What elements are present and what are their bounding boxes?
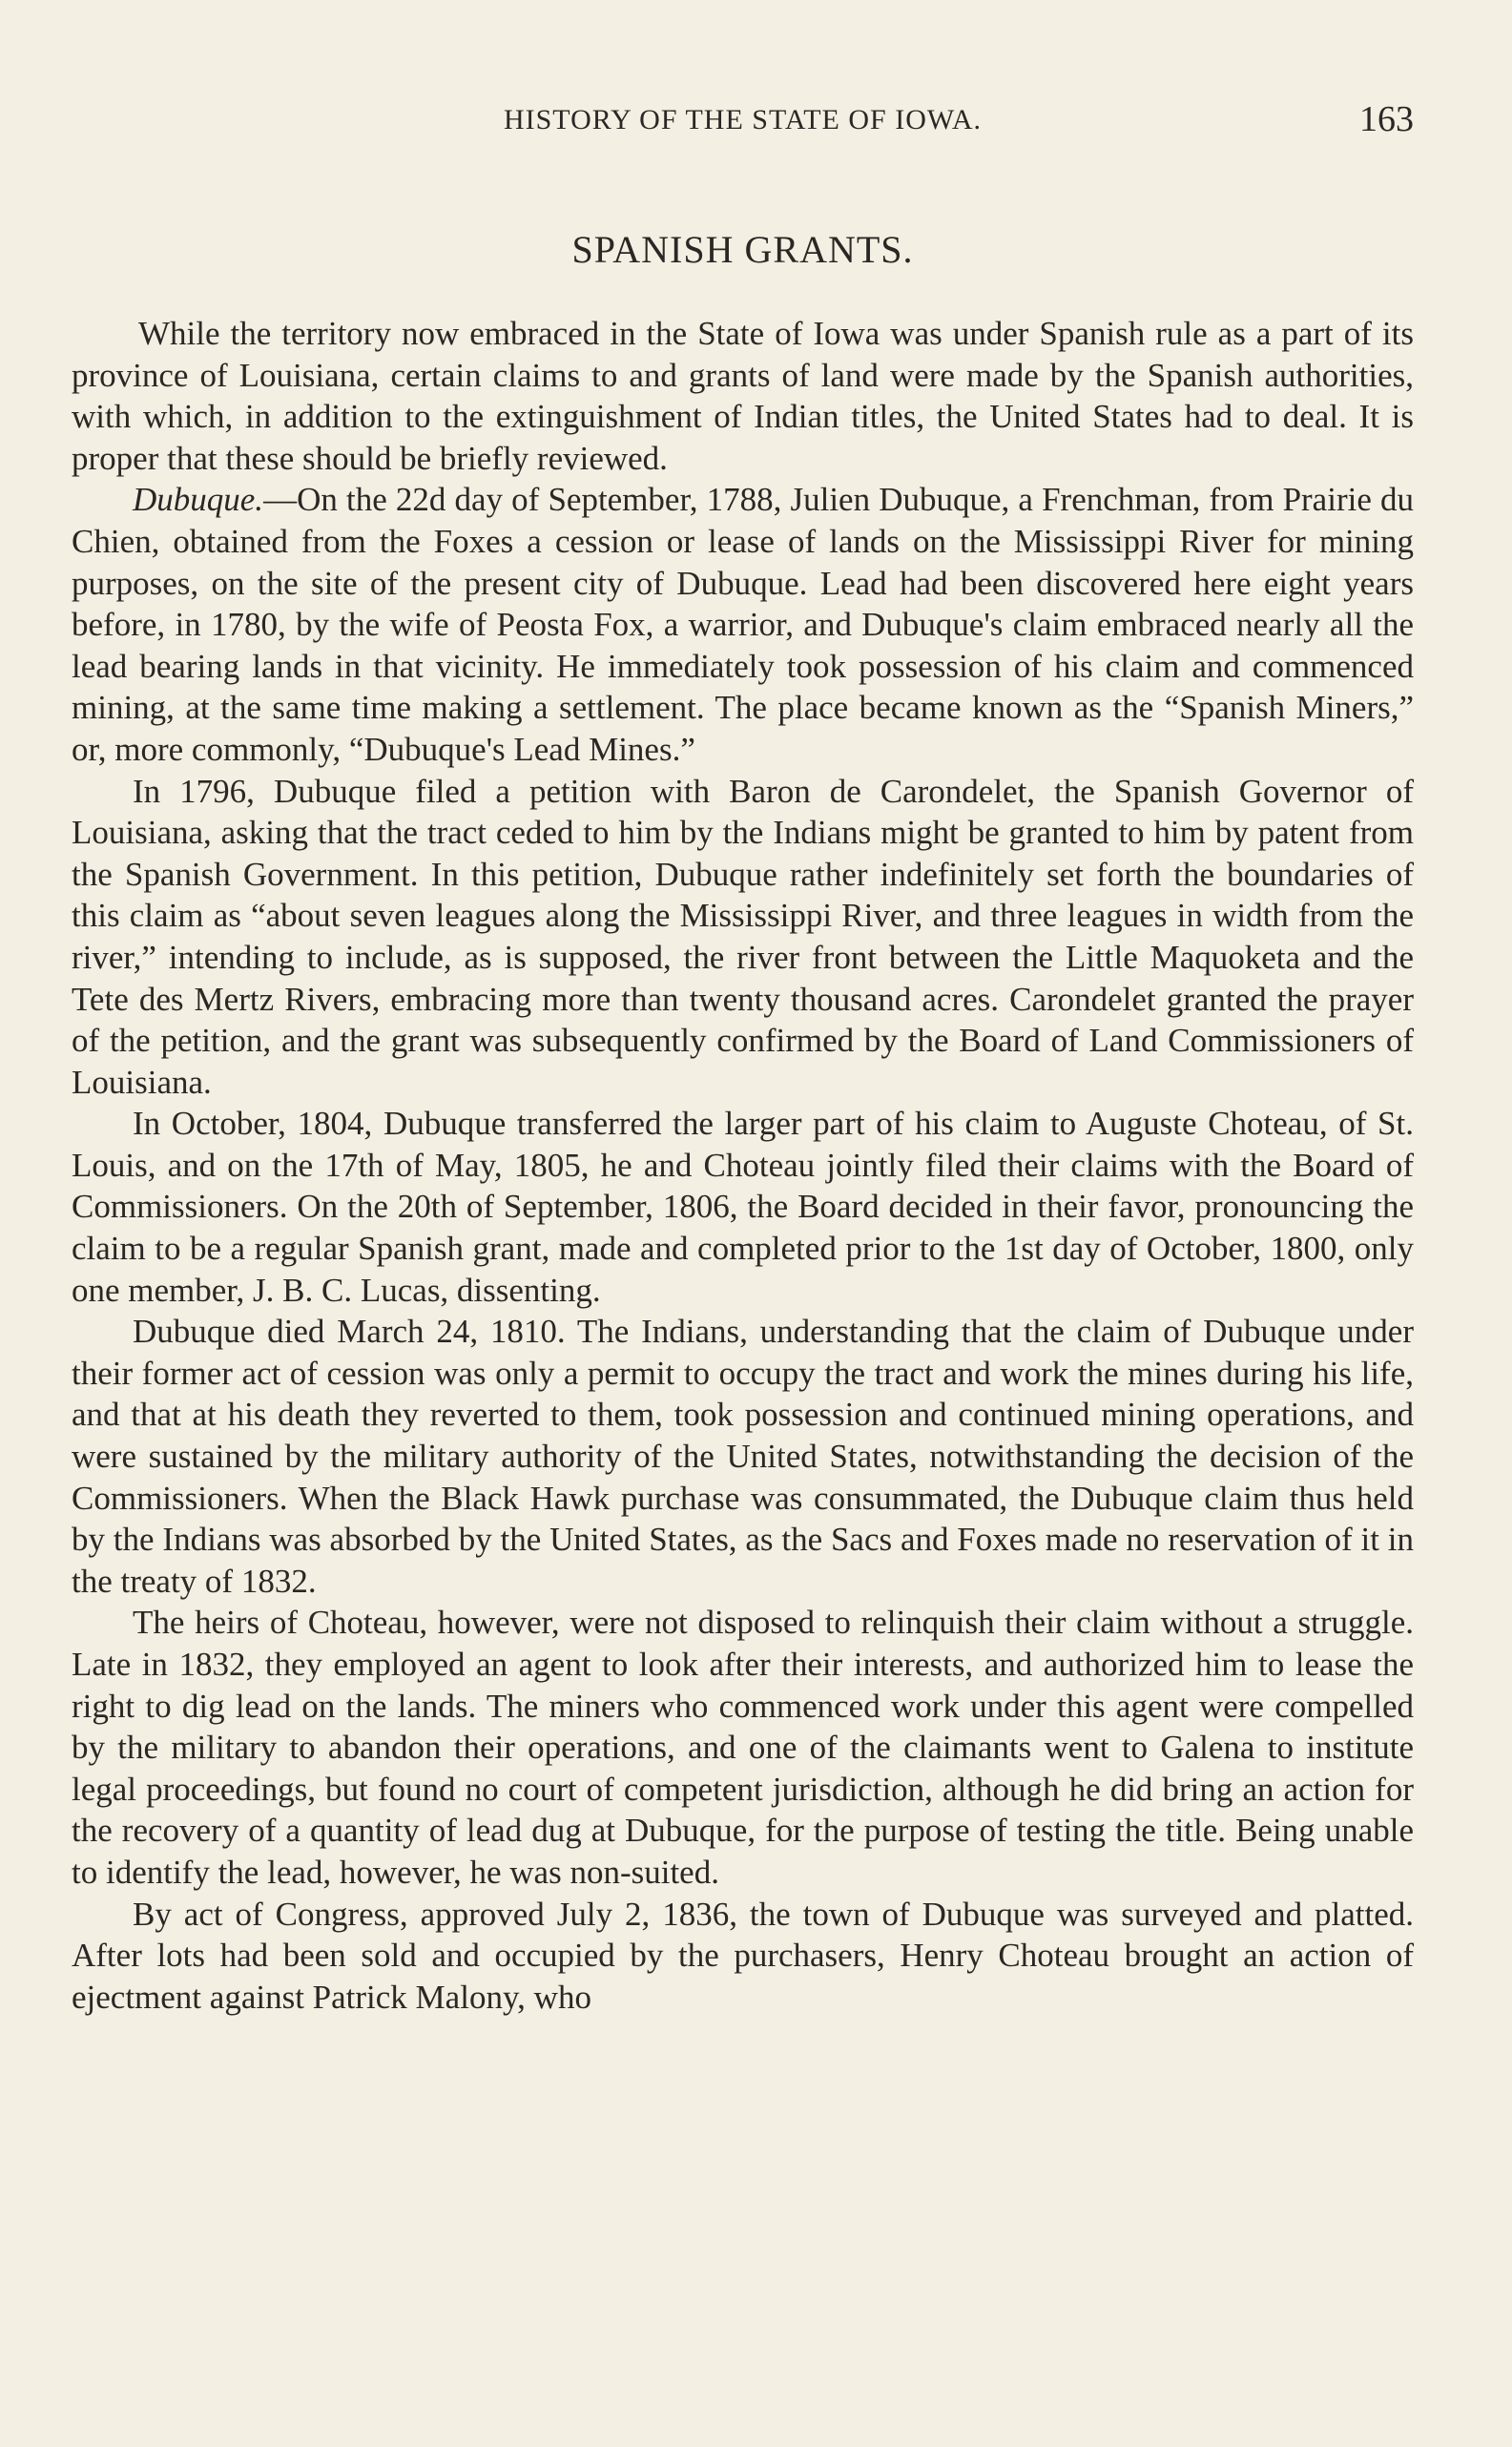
paragraph-congress [72,1894,1414,2019]
paragraph-text: In 1796, Dubuque filed a petition with Baron de Carondelet, the Spanish Governor of Louisiana, asking that the tract ceded to him by the Indians might be granted to him by patent from the Spanish Government. In this petition, Dubuque rather indefinitely set forth the boundaries of this claim as “about seven leagues along the Mississippi River, and three leagues in width from the river,” intending to include, as is supposed, the river front between the Little Maquoketa and the Tete des Mertz Rivers, embracing more than twenty thousand acres. Carondelet granted the prayer of the petition, and the grant was subsequently confirmed by the Board of Land Commissioners of Louisiana. [72,772,1414,1101]
running-head [72,98,1414,146]
paragraph-text: The heirs of Choteau, however, were not disposed to relinquish their claim without a struggle. Late in 1832, they employed an agent to look after their interests, and authorized him to lease the right to dig lead on the lands. The miners who commenced work under this agent were compelled by the military to abandon their operations, and one of the claimants went to Galena to institute legal proceedings, but found no court of competent jurisdiction, although he did bring an action for the recovery of a quantity of lead dug at Dubuque, for the purpose of testing the title. Being unable to identify the lead, however, he was non-suited. [72,1604,1414,1891]
body-text [72,313,1414,2018]
running-title: HISTORY OF THE STATE OF IOWA. [503,104,983,135]
paragraph-intro [72,313,1414,479]
run-in-heading: Dubuque. [133,481,264,519]
paragraph-dubuque [72,479,1414,770]
section-title: SPANISH GRANTS. [571,228,914,271]
paragraph-heirs [72,1602,1414,1893]
paragraph-transfer [72,1103,1414,1311]
paragraph-text: In October, 1804, Dubuque transferred the larger part of his claim to Auguste Choteau, of St. Louis, and on the 17th of May, 1805, he and Choteau jointly filed their claims with the Board of Commissioners. On the 20th of September, 1806, the Board decided in their favor, pronouncing the claim to be a regular Spanish grant, made and completed prior to the 1st day of October, 1800, only one member, J. B. C. Lucas, dissenting. [72,1105,1414,1309]
paragraph-text: By act of Congress, approved July 2, 1836, the town of Dubuque was surveyed and platted. After lots had been sold and occupied by the purchasers, Henry Choteau brought an action of ejectment against Patrick Malony, who [72,1895,1414,2016]
page-number: 163 [1359,99,1414,139]
paragraph-death [72,1311,1414,1602]
paragraph-petition [72,771,1414,1104]
paragraph-text: Dubuque died March 24, 1810. The Indians, understanding that the claim of Dubuque under their former act of cession was only a permit to occupy the tract and work the mines during his life, and that at his death they reverted to them, took possession and continued mining operations, and were sustained by the military authority of the United States, notwithstanding the decision of the Commissioners. When the Black Hawk purchase was consummated, the Dubuque claim thus held by the Indians was absorbed by the United States, as the Sacs and Foxes made no reservation of it in the treaty of 1832. [72,1313,1414,1600]
paragraph-text: While the territory now embraced in the State of Iowa was under Spanish rule as a part of its province of Louisiana, certain claims to and grants of land were made by the Spanish authorities, with which, in addition to the extinguishment of Indian titles, the United States had to deal. It is proper that these should be briefly reviewed. [72,315,1414,477]
paragraph-text: —On the 22d day of September, 1788, Julien Dubuque, a Frenchman, from Prairie du Chien, obtained from the Foxes a cession or lease of lands on the Mississippi River for mining purposes, on the site of the present city of Dubuque. Lead had been discovered here eight years before, in 1780, by the wife of Peosta Fox, a warrior, and Dubuque's claim embraced nearly all the lead bearing lands in that vicinity. He immediately took possession of his claim and commenced mining, at the same time making a settlement. The place became known as the “Spanish Miners,” or, more commonly, “Dubuque's Lead Mines.” [72,481,1414,768]
